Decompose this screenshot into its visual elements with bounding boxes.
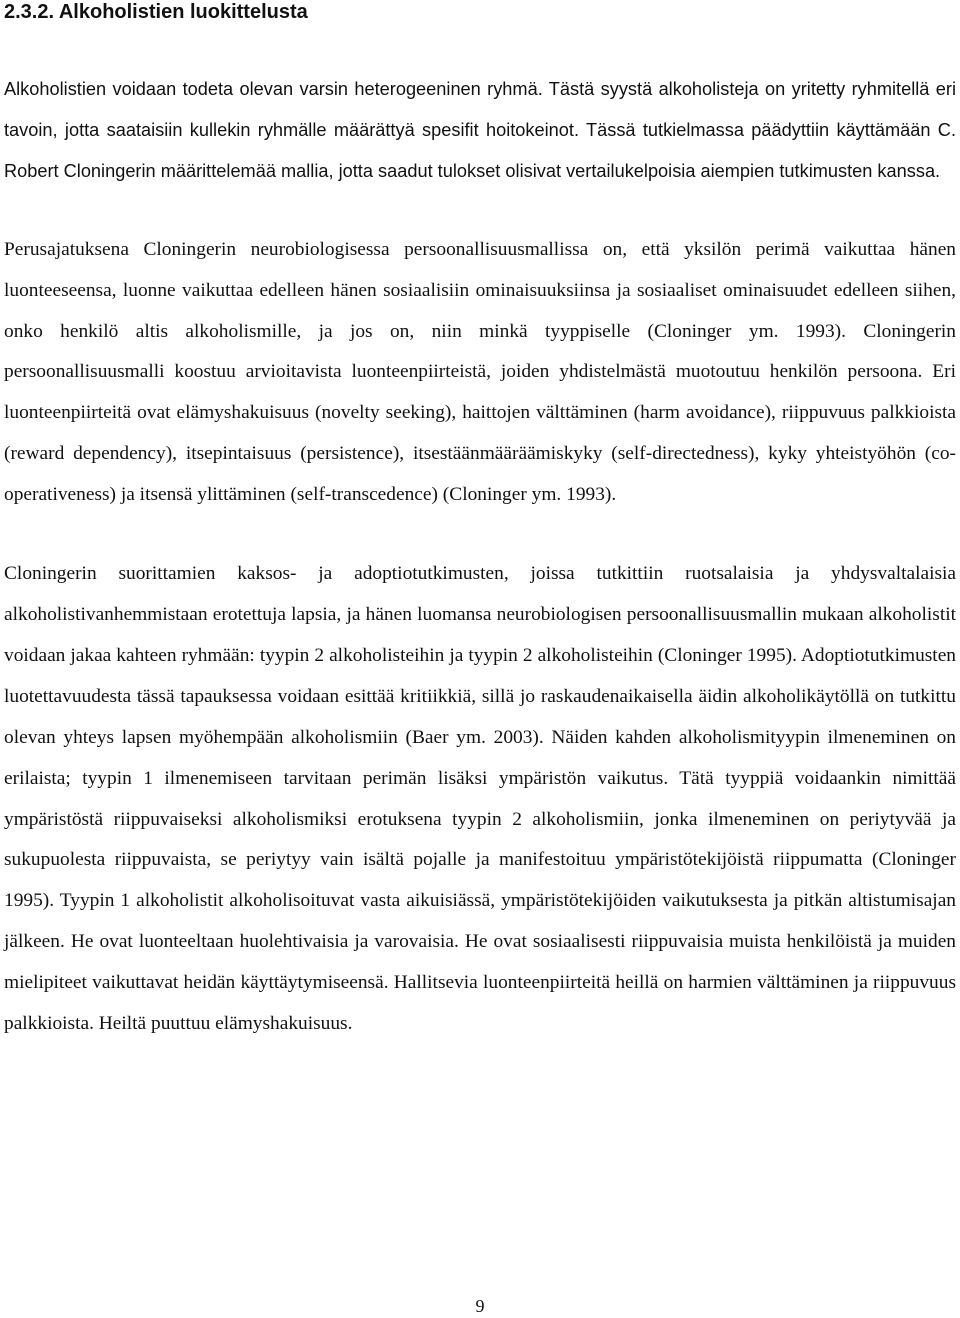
document-page: [4, 0, 956, 1045]
paragraph-alcoholism-types: Cloningerin suorittamien kaksos- ja adoptiotutkimusten, joissa tutkittiin ruotsalaisia ja yhdysvaltalaisia alkoholistivanhemmistaan erotettuja lapsia, ja hänen luomansa neurobiologisen persoonallisuusmallin mukaan alkoholistit voidaan jakaa kahteen ryhmään: tyypin 2 alkoholisteihin ja tyypin 2 alkoholisteihin (Cloninger 1995). Adoptiotutkimusten luotettavuudesta tässä tapauksessa voidaan esittää kritiikkiä, sillä jo raskaudenaikaisella äidin alkoholikäytöllä on tutkittu olevan yhteys lapsen myöhempään alkoholismiin (Baer ym. 2003). Näiden kahden alkoholismityypin ilmeneminen on erilaista; tyypin 1 ilmenemiseen tarvitaan perimän lisäksi ympäristön vaikutus. Tätä tyyppiä voidaankin nimittää ympäristöstä riippuvaiseksi alkoholismiksi erotuksena tyypin 2 alkoholismiin, jonka ilmeneminen on periytyvää ja sukupuolesta riippuvaista, se periytyy vain isältä pojalle ja manifestoituu ympäristötekijöistä riippumatta (Cloninger 1995). Tyypin 1 alkoholistit alkoholisoituvat vasta aikuisiässä, ympäristötekijöiden vaikutuksesta ja pitkän altistumisajan jälkeen. He ovat luonteeltaan huolehtivaisia ja varovaisia. He ovat sosiaalisesti riippuvaisia muista henkilöistä ja muiden mielipiteet vaikuttavat heidän käyttäytymiseensä. Hallitsevia luonteenpiirteitä heillä on harmien välttäminen ja riippuvuus palkkioista. Heiltä puuttuu elämyshakuisuus.: [4, 563, 956, 1035]
paragraph-intro: Alkoholistien voidaan todeta olevan varsin heterogeeninen ryhmä. Tästä syystä alkoholisteja on yritetty ryhmitellä eri tavoin, jotta saataisiin kullekin ryhmälle määrättyä spesifit hoitokeinot. Tässä tutkielmassa päädyttiin käyttämään C. Robert Cloningerin määrittelemää mallia, jotta saadut tulokset olisivat vertailukelpoisia aiempien tutkimusten kanssa.: [4, 79, 956, 181]
page-number: 9: [475, 1296, 485, 1316]
paragraph-personality-model: Perusajatuksena Cloningerin neurobiologisessa persoonallisuusmallissa on, että yksilön perimä vaikuttaa hänen luonteeseensa, luonne vaikuttaa edelleen hänen sosiaalisiin ominaisuuksiinsa ja sosiaaliset ominaisuudet edelleen siihen, onko henkilö altis alkoholismille, ja jos on, niin minkä tyyppiselle (Cloninger ym. 1993). Cloningerin persoonallisuusmalli koostuu arvioitavista luonteenpiirteistä, joiden yhdistelmästä muotoutuu henkilön persoona. Eri luonteenpiirteitä ovat elämyshakuisuus (novelty seeking), haittojen välttäminen (harm avoidance), riippuvuus palkkioista (reward dependency), itsepintaisuus (persistence), itsestäänmääräämiskyky (self-directedness), kyky yhteistyöhön (co-operativeness) ja itsensä ylittäminen (self-transcedence) (Cloninger ym. 1993).: [4, 238, 956, 506]
section-heading: 2.3.2. Alkoholistien luokittelusta: [4, 1, 308, 23]
